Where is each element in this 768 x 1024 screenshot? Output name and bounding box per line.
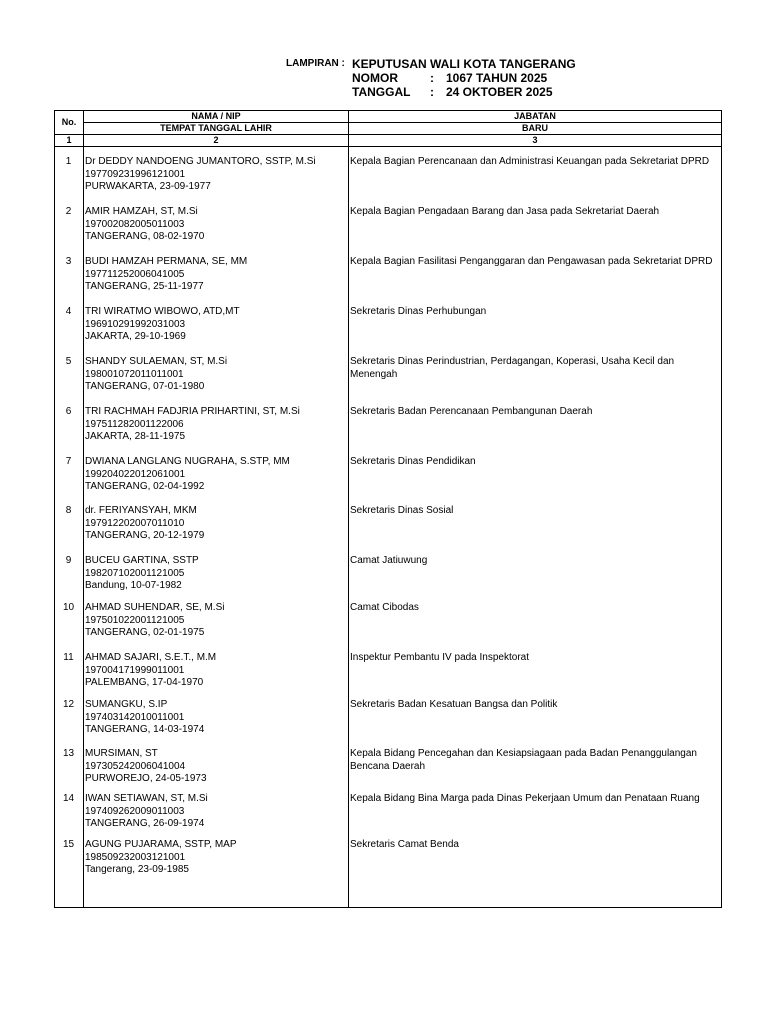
- row-number: 14: [62, 793, 75, 804]
- row-number: 12: [62, 699, 75, 710]
- employee-nip: 197305242006041004: [85, 760, 186, 772]
- employee-birth: TANGERANG, 02-04-1992: [85, 481, 205, 492]
- employee-birth: PALEMBANG, 17-04-1970: [85, 677, 204, 688]
- employee-name: TRI WIRATMO WIBOWO, ATD,MT: [85, 306, 240, 317]
- employee-name: DWIANA LANGLANG NUGRAHA, S.STP, MM: [85, 456, 290, 467]
- employee-name: AGUNG PUJARAMA, SSTP, MAP: [85, 839, 237, 850]
- row-identity: [85, 602, 345, 640]
- index-3: 3: [349, 135, 722, 147]
- index-1: 1: [55, 135, 84, 147]
- employee-nip: 197709231996121001: [85, 168, 186, 180]
- row-number: 10: [62, 602, 75, 613]
- employee-birth: JAKARTA, 28-11-1975: [85, 431, 186, 442]
- employee-nip: 196910291992031003: [85, 318, 186, 330]
- table-row: [54, 835, 722, 885]
- employee-birth: TANGERANG, 20-12-1979: [85, 530, 205, 541]
- employee-name: BUDI HAMZAH PERMANA, SE, MM: [85, 256, 248, 267]
- employee-nip: 197403142010011001: [85, 711, 185, 723]
- employee-nip: 197002082005011003: [85, 218, 185, 230]
- row-identity: [85, 748, 345, 786]
- row-identity: [85, 306, 345, 344]
- nomor-value: 1067 TAHUN 2025: [446, 71, 548, 85]
- new-position: Sekretaris Dinas Pendidikan: [350, 456, 476, 467]
- employee-birth: PURWOREJO, 24-05-1973: [85, 773, 207, 784]
- row-number: 5: [65, 356, 72, 367]
- employee-birth: TANGERANG, 08-02-1970: [85, 231, 205, 242]
- row-identity: [85, 356, 345, 394]
- tanggal-value: 24 OKTOBER 2025: [446, 85, 553, 99]
- table-header-row-1: [55, 111, 722, 123]
- header-ttl: TEMPAT TANGGAL LAHIR: [84, 123, 349, 135]
- new-position: Kepala Bidang Pencegahan dan Kesiapsiagaan pada Badan Penanggulangan Bencana Daerah: [350, 748, 697, 772]
- row-number: 11: [63, 652, 74, 663]
- employee-nip: 198001072011011001: [85, 368, 184, 380]
- employee-name: BUCEU GARTINA, SSTP: [85, 555, 199, 566]
- row-identity: [85, 839, 345, 877]
- employee-name: MURSIMAN, ST: [85, 748, 158, 759]
- employee-birth: JAKARTA, 29-10-1969: [85, 331, 186, 342]
- table-row: [54, 744, 722, 789]
- employee-nip: 197004171999011001: [85, 664, 185, 676]
- new-position: Sekretaris Camat Benda: [350, 839, 459, 850]
- header-no: No.: [55, 111, 84, 135]
- new-position: Sekretaris Badan Perencanaan Pembangunan Daerah: [350, 406, 593, 417]
- table-row: [54, 402, 722, 452]
- row-number: 13: [62, 748, 75, 759]
- table-row: [54, 252, 722, 302]
- employee-birth: TANGERANG, 07-01-1980: [85, 381, 205, 392]
- employee-nip: 198509232003121001: [85, 851, 186, 863]
- nomor-colon: :: [430, 71, 434, 85]
- new-position: Camat Jatiuwung: [350, 555, 428, 566]
- row-identity: [85, 406, 345, 444]
- employee-nip: 197409262009011003: [85, 805, 185, 817]
- new-position: Sekretaris Dinas Perhubungan: [350, 306, 487, 317]
- row-identity: [85, 256, 345, 294]
- table-row: [54, 551, 722, 598]
- entries-list: [54, 152, 722, 885]
- row-identity: [85, 206, 345, 244]
- employee-name: dr. FERIYANSYAH, MKM: [85, 505, 197, 516]
- header-baru: BARU: [349, 123, 722, 135]
- row-number: 3: [65, 256, 72, 267]
- row-number: 7: [65, 456, 72, 467]
- new-position: Kepala Bagian Fasilitasi Penganggaran dan Pengawasan pada Sekretariat DPRD: [350, 256, 713, 267]
- employee-nip: 197511282001122006: [85, 418, 184, 430]
- header-nama-nip: NAMA / NIP: [84, 111, 349, 123]
- table-row: [54, 789, 722, 835]
- table-row: [54, 452, 722, 501]
- row-identity: [85, 793, 345, 831]
- employee-name: AHMAD SAJARI, S.E.T., M.M: [85, 652, 217, 663]
- lampiran-label: LAMPIRAN :: [286, 58, 345, 69]
- employee-nip: 197711252006041005: [85, 268, 185, 280]
- employee-birth: TANGERANG, 26-09-1974: [85, 818, 205, 829]
- employee-name: SHANDY SULAEMAN, ST, M.Si: [85, 356, 228, 367]
- new-position: Kepala Bidang Bina Marga pada Dinas Pekerjaan Umum dan Penataan Ruang: [350, 793, 700, 804]
- new-position: Kepala Bagian Pengadaan Barang dan Jasa pada Sekretariat Daerah: [350, 206, 660, 217]
- table-row: [54, 598, 722, 648]
- row-identity: [85, 652, 345, 690]
- employee-name: AMIR HAMZAH, ST, M.Si: [85, 206, 198, 217]
- new-position: Sekretaris Dinas Perindustrian, Perdagangan, Koperasi, Usaha Kecil dan Menengah: [350, 356, 675, 380]
- row-number: 4: [65, 306, 72, 317]
- header-jabatan: JABATAN: [349, 111, 722, 123]
- row-number: 9: [65, 555, 72, 566]
- row-identity: [85, 505, 345, 543]
- decree-title: KEPUTUSAN WALI KOTA TANGERANG: [352, 57, 576, 71]
- table-row: [54, 648, 722, 695]
- table-row: [54, 202, 722, 252]
- employee-name: AHMAD SUHENDAR, SE, M.Si: [85, 602, 225, 613]
- index-2: 2: [84, 135, 349, 147]
- table-row: [54, 695, 722, 744]
- table-row: [54, 352, 722, 402]
- employee-nip: 198207102001121005: [85, 567, 185, 579]
- employee-birth: Bandung, 10-07-1982: [85, 580, 182, 591]
- employee-birth: Tangerang, 23-09-1985: [85, 864, 189, 875]
- table-row: [54, 152, 722, 202]
- new-position: Sekretaris Dinas Sosial: [350, 505, 454, 516]
- employee-birth: TANGERANG, 14-03-1974: [85, 724, 205, 735]
- tanggal-label: TANGGAL: [352, 85, 411, 99]
- employee-nip: 197501022001121005: [85, 614, 185, 626]
- employee-name: SUMANGKU, S.IP: [85, 699, 168, 710]
- row-number: 8: [65, 505, 72, 516]
- employee-name: Dr DEDDY NANDOENG JUMANTORO, SSTP, M.Si: [85, 156, 316, 167]
- new-position: Sekretaris Badan Kesatuan Bangsa dan Politik: [350, 699, 558, 710]
- employee-nip: 199204022012061001: [85, 468, 186, 480]
- nomor-label: NOMOR: [352, 71, 398, 85]
- row-identity: [85, 555, 345, 593]
- table-index-row: [55, 135, 722, 147]
- employee-name: IWAN SETIAWAN, ST, M.Si: [85, 793, 208, 804]
- row-identity: [85, 156, 345, 194]
- employee-birth: TANGERANG, 02-01-1975: [85, 627, 205, 638]
- row-number: 6: [65, 406, 72, 417]
- row-number: 2: [65, 206, 72, 217]
- table-row: [54, 302, 722, 352]
- employee-nip: 197912202007011010: [85, 517, 185, 529]
- row-identity: [85, 456, 345, 494]
- employee-birth: PURWAKARTA, 23-09-1977: [85, 181, 211, 192]
- row-number: 15: [62, 839, 75, 850]
- new-position: Kepala Bagian Perencanaan dan Administrasi Keuangan pada Sekretariat DPRD: [350, 156, 710, 167]
- table-row: [54, 501, 722, 551]
- row-identity: [85, 699, 345, 737]
- employee-birth: TANGERANG, 25-11-1977: [85, 281, 204, 292]
- tanggal-colon: :: [430, 85, 434, 99]
- row-number: 1: [65, 156, 72, 167]
- employee-name: TRI RACHMAH FADJRIA PRIHARTINI, ST, M.Si: [85, 406, 300, 417]
- new-position: Camat Cibodas: [350, 602, 419, 613]
- new-position: Inspektur Pembantu IV pada Inspektorat: [350, 652, 529, 663]
- table-header-row-2: [55, 123, 722, 135]
